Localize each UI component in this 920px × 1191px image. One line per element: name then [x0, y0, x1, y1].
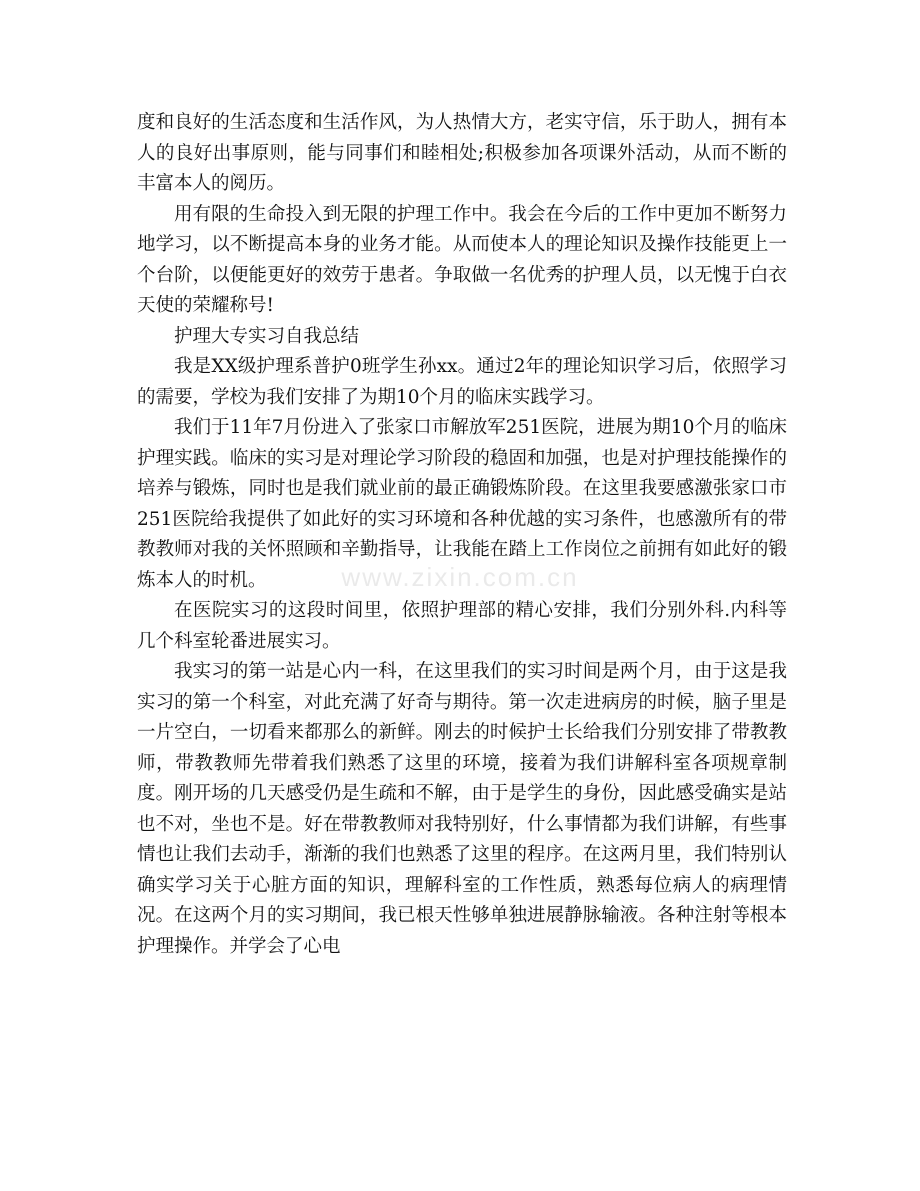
document-body	[137, 108, 787, 962]
paragraph-first-station: 我实习的第一站是心内一科，在这里我们的实习时间是两个月，由于这是我实习的第一个科室，对此充满了好奇与期待。第一次走进病房的时候，脑子里是一片空白，一切看来都那么的新鲜。刚去的时候护士长给我们分别安排了带教教师，带教教师先带着我们熟悉了这里的环境，接着为我们讲解科室各项规章制度。刚开场的几天感受仍是生疏和不解，由于是学生的身份，因此感受确实是站也不对，坐也不是。好在带教教师对我特别好，什么事情都为我们讲解，有些事情也让我们去动手，渐渐的我们也熟悉了这里的程序。在这两月里，我们特别认确实学习关于心脏方面的知识，理解科室的工作性质，熟悉每位病人的病理情况。在这两个月的实习期间，我已根天性够单独进展静脉输液。各种注射等根本护理操作。并学会了心电	[137, 661, 787, 957]
section-heading: 护理大专实习自我总结	[174, 325, 360, 347]
paragraph-hospital: 我们于11年7月份进入了张家口市解放军251医院，进展为期10个月的临床护理实践。临床的实习是对理论学习阶段的稳固和加强，也是对护理技能操作的培养与锻炼，同时也是我们就业前的最正确锻炼阶段。在这里我要感激张家口市251医院给我提供了如此好的实习环境和各种优越的实习条件，也感激所有的带教教师对我的关怀照顾和辛勤指导，让我能在踏上工作岗位之前拥有如此好的锻炼本人的时机。	[137, 417, 787, 591]
paragraph-commitment: 用有限的生命投入到无限的护理工作中。我会在今后的工作中更加不断努力地学习，以不断提高本身的业务才能。从而使本人的理论知识及操作技能更上一个台阶，以便能更好的效劳于患者。争取做一名优秀的护理人员，以无愧于白衣天使的荣耀称号!	[137, 203, 787, 316]
paragraph-continuation: 度和良好的生活态度和生活作风，为人热情大方，老实守信，乐于助人，拥有本人的良好出事原则，能与同事们和睦相处;积极参加各项课外活动，从而不断的丰富本人的阅历。	[137, 112, 787, 194]
paragraph-rotation: 在医院实习的这段时间里，依照护理部的精心安排，我们分别外科.内科等几个科室轮番进展实习。	[137, 600, 787, 652]
paragraph-intro: 我是XX级护理系普护0班学生孙xx。通过2年的理论知识学习后，依照学习的需要，学校为我们安排了为期10个月的临床实践学习。	[137, 356, 787, 408]
watermark: www.zixin.com.cn	[341, 562, 579, 592]
